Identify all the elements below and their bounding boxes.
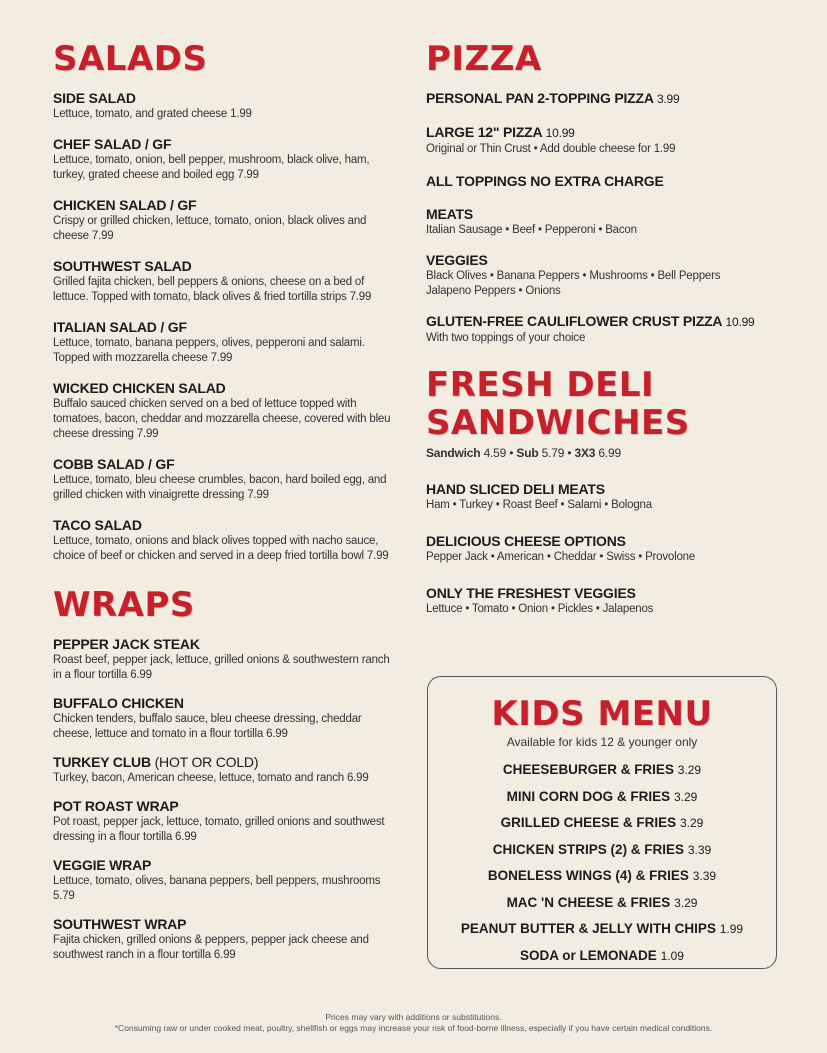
item-price: 6.99 <box>130 669 152 681</box>
deli-sizes <box>426 446 786 461</box>
wraps-title: WRAPS <box>53 585 195 625</box>
deli-title-line2: SANDWICHES <box>426 403 690 443</box>
item-desc: Italian Sausage • Beef • Pepperoni • Bacon <box>426 224 637 236</box>
item-price: 7.99 <box>136 428 159 440</box>
item-desc <box>53 534 398 564</box>
footer-line1: Prices may vary with additions or substitutions. <box>325 1012 502 1022</box>
menu-item <box>426 252 786 299</box>
item-desc: Black Olives • Banana Peppers • Mushrooms • Bell Peppers Jalapeno Peppers • Onions <box>426 270 721 297</box>
size-price: 4.59 <box>483 446 507 460</box>
item-name: ALL TOPPINGS NO EXTRA CHARGE <box>426 173 664 189</box>
menu-item <box>53 517 398 564</box>
item-desc <box>53 933 398 963</box>
item-price: 7.99 <box>349 291 372 303</box>
item-name: COBB SALAD / GF <box>53 456 175 472</box>
item-desc: Lettuce • Tomato • Onion • Pickles • Jalapenos <box>426 603 654 615</box>
item-desc <box>53 874 398 904</box>
kids-item <box>428 916 776 943</box>
item-desc-text: Buffalo sauced chicken served on a bed of lettuce topped with tomatoes, bacon, cheddar and mozzarella cheese, covered with bleu cheese dressing <box>53 398 391 440</box>
kids-item-price: 1.09 <box>660 948 684 963</box>
item-desc <box>53 153 398 183</box>
menu-item <box>426 533 786 565</box>
kids-item <box>428 863 776 890</box>
menu-item <box>426 313 786 346</box>
item-price: 7.99 <box>247 489 269 501</box>
menu-item <box>53 197 398 244</box>
item-name: CHICKEN SALAD / GF <box>53 197 197 213</box>
item-name: SIDE SALAD <box>53 90 136 106</box>
item-price: 7.99 <box>366 550 389 562</box>
pizza-list <box>426 90 786 346</box>
item-name-text: LARGE 12" PIZZA <box>426 124 542 140</box>
menu-item <box>53 798 398 845</box>
footer-line2: *Consuming raw or under cooked meat, poultry, shellfish or eggs may increase your risk of food-borne illness, especially if you have certain medical conditions. <box>114 1023 713 1033</box>
menu-item <box>53 258 398 305</box>
menu-item <box>53 636 398 683</box>
menu-item <box>53 695 398 742</box>
item-price: 6.99 <box>175 831 197 843</box>
kids-item-price: 3.29 <box>679 816 704 830</box>
item-name <box>53 916 398 933</box>
menu-item <box>426 206 786 238</box>
item-name-text: PEPPER JACK STEAK <box>53 636 200 652</box>
size-price: 5.79 <box>541 446 565 460</box>
item-name <box>426 313 786 331</box>
kids-item-price: 3.39 <box>687 842 712 857</box>
menu-item <box>426 585 786 617</box>
salads-list <box>53 90 398 564</box>
item-name: HAND SLICED DELI MEATS <box>426 481 605 497</box>
item-price: 1.99 <box>230 108 252 120</box>
item-desc-text: Roast beef, pepper jack, lettuce, grilled onions & southwestern ranch in a flour tortilla <box>53 654 390 681</box>
item-name: CHEF SALAD / GF <box>53 136 172 152</box>
deli-list <box>426 481 786 617</box>
item-price: 6.99 <box>213 949 236 961</box>
item-desc: Ham • Turkey • Roast Beef • Salami • Bologna <box>426 499 652 511</box>
item-desc: With two toppings of your choice <box>426 332 586 344</box>
pizza-title: PIZZA <box>426 39 542 79</box>
item-price: 6.99 <box>346 772 369 784</box>
item-name <box>53 754 398 771</box>
item-desc-text: Lettuce, tomato, olives, banana peppers, bell peppers, mushrooms <box>53 875 381 887</box>
item-price: 10.99 <box>725 315 755 329</box>
item-name: ITALIAN SALAD / GF <box>53 319 187 335</box>
item-desc-text: Turkey, bacon, American cheese, lettuce, tomato and ranch <box>53 772 344 784</box>
kids-menu-box <box>427 676 777 969</box>
size-label: 3X3 <box>574 446 596 460</box>
footer-note <box>0 1012 827 1034</box>
item-qualifier: (HOT OR COLD) <box>154 754 259 770</box>
deli-title <box>426 366 786 442</box>
item-name <box>53 636 398 653</box>
menu-item <box>426 124 786 157</box>
item-desc-text: Fajita chicken, grilled onions & peppers, pepper jack cheese and southwest ranch in a flour tortilla <box>53 934 369 961</box>
item-name <box>53 857 398 874</box>
item-desc-text: Lettuce, tomato, onion, bell pepper, mushroom, black olive, ham, turkey, grated cheese and boiled egg <box>53 154 370 181</box>
separator: • <box>567 446 572 460</box>
kids-item <box>428 943 776 970</box>
item-name-text: VEGGIE WRAP <box>53 857 152 873</box>
menu-item <box>53 456 398 503</box>
item-name <box>426 124 786 142</box>
item-desc-text: Crispy or grilled chicken, lettuce, tomato, onion, black olives and cheese <box>53 215 367 242</box>
kids-item-name: CHICKEN STRIPS (2) & FRIES <box>492 841 685 857</box>
item-desc-text: Grilled fajita chicken, bell peppers & onions, cheese on a bed of lettuce. Topped with tomato, black olives & fried tortilla strips <box>53 276 365 303</box>
item-desc <box>53 473 398 503</box>
item-name-text: TURKEY CLUB <box>53 754 151 770</box>
item-name <box>426 90 786 108</box>
item-desc <box>53 275 398 305</box>
item-desc-text: Lettuce, tomato, banana peppers, olives, pepperoni and salami. Topped with mozzarella cheese <box>53 337 365 364</box>
item-name: DELICIOUS CHEESE OPTIONS <box>426 533 626 549</box>
item-name: MEATS <box>426 206 473 222</box>
item-name: WICKED CHICKEN SALAD <box>53 380 226 396</box>
menu-item <box>53 319 398 366</box>
kids-item-name: SODA or LEMONADE <box>520 947 657 963</box>
kids-item <box>428 757 776 784</box>
item-desc: Pepper Jack • American • Cheddar • Swiss • Provolone <box>426 551 696 563</box>
item-desc-text: Lettuce, tomato, bleu cheese crumbles, bacon, hard boiled egg, and grilled chicken with vinaigrette dressing <box>53 474 387 501</box>
item-name <box>53 695 398 712</box>
item-name: TACO SALAD <box>53 517 142 533</box>
kids-title: KIDS MENU <box>491 694 713 734</box>
kids-item-price: 3.29 <box>673 789 698 804</box>
item-desc <box>53 397 398 442</box>
item-desc <box>53 653 398 683</box>
item-desc <box>53 815 398 845</box>
kids-item <box>428 837 776 864</box>
item-desc <box>53 712 398 742</box>
item-price: 7.99 <box>210 352 233 364</box>
kids-item-price: 3.29 <box>674 895 698 910</box>
kids-item <box>428 810 776 837</box>
menu-item <box>53 380 398 442</box>
item-name-text: SOUTHWEST WRAP <box>53 916 187 932</box>
menu-item <box>53 754 398 786</box>
item-desc <box>53 771 398 786</box>
item-name-text: BUFFALO CHICKEN <box>53 695 184 711</box>
item-name: VEGGIES <box>426 252 488 268</box>
right-column <box>426 40 786 617</box>
item-name: SOUTHWEST SALAD <box>53 258 192 274</box>
item-price: 3.99 <box>656 92 680 106</box>
item-price: 7.99 <box>237 169 259 181</box>
size-price: 6.99 <box>598 446 621 460</box>
item-desc-text: Chicken tenders, buffalo sauce, bleu cheese dressing, cheddar cheese, lettuce and tomato in a flour tortilla <box>53 713 362 740</box>
menu-item <box>53 90 398 122</box>
item-desc-text: Pot roast, pepper jack, lettuce, tomato, grilled onions and southwest dressing in a flour tortilla <box>53 816 385 843</box>
kids-item <box>428 890 776 917</box>
menu-item <box>53 136 398 183</box>
item-desc: Original or Thin Crust • Add double cheese for 1.99 <box>426 143 676 155</box>
item-name <box>53 798 398 815</box>
item-price: 10.99 <box>545 126 575 140</box>
kids-item-price: 3.29 <box>677 763 702 777</box>
kids-item-name: MAC 'N CHEESE & FRIES <box>506 894 671 910</box>
kids-item-name: GRILLED CHEESE & FRIES <box>500 815 677 830</box>
menu-item <box>53 857 398 904</box>
separator: • <box>509 446 514 460</box>
item-price: 7.99 <box>91 230 114 242</box>
item-name-text: POT ROAST WRAP <box>53 798 179 814</box>
kids-item-name: CHEESEBURGER & FRIES <box>502 762 674 777</box>
kids-item-price: 1.99 <box>719 922 744 936</box>
item-price: 5.79 <box>53 890 75 902</box>
kids-item-name: PEANUT BUTTER & JELLY WITH CHIPS <box>460 921 716 936</box>
salads-title: SALADS <box>53 39 208 79</box>
item-desc-text: Lettuce, tomato, and grated cheese <box>53 108 228 120</box>
menu-item <box>426 90 786 108</box>
deli-title-line1: FRESH DELI <box>426 365 655 405</box>
menu-item <box>53 916 398 963</box>
kids-item-name: BONELESS WINGS (4) & FRIES <box>487 868 689 883</box>
left-column <box>53 40 398 963</box>
item-desc <box>53 214 398 244</box>
item-desc <box>53 107 398 122</box>
item-name-text: GLUTEN-FREE CAULIFLOWER CRUST PIZZA <box>426 313 722 329</box>
item-name: ONLY THE FRESHEST VEGGIES <box>426 585 636 601</box>
menu-item <box>426 481 786 513</box>
wraps-list <box>53 636 398 963</box>
size-label: Sub <box>516 446 539 460</box>
item-name-text: PERSONAL PAN 2-TOPPING PIZZA <box>426 90 654 106</box>
kids-item-name: MINI CORN DOG & FRIES <box>506 788 671 804</box>
size-label: Sandwich <box>426 446 481 460</box>
item-desc <box>53 336 398 366</box>
menu-item <box>426 173 786 190</box>
kids-item-price: 3.39 <box>692 869 717 883</box>
kids-item <box>428 784 776 811</box>
kids-subtitle: Available for kids 12 & younger only <box>506 735 698 749</box>
item-price: 6.99 <box>266 728 288 740</box>
item-desc-text: Lettuce, tomato, onions and black olives topped with nacho sauce, choice of beef or chicken and served in a deep fried tortilla bowl <box>53 535 379 562</box>
